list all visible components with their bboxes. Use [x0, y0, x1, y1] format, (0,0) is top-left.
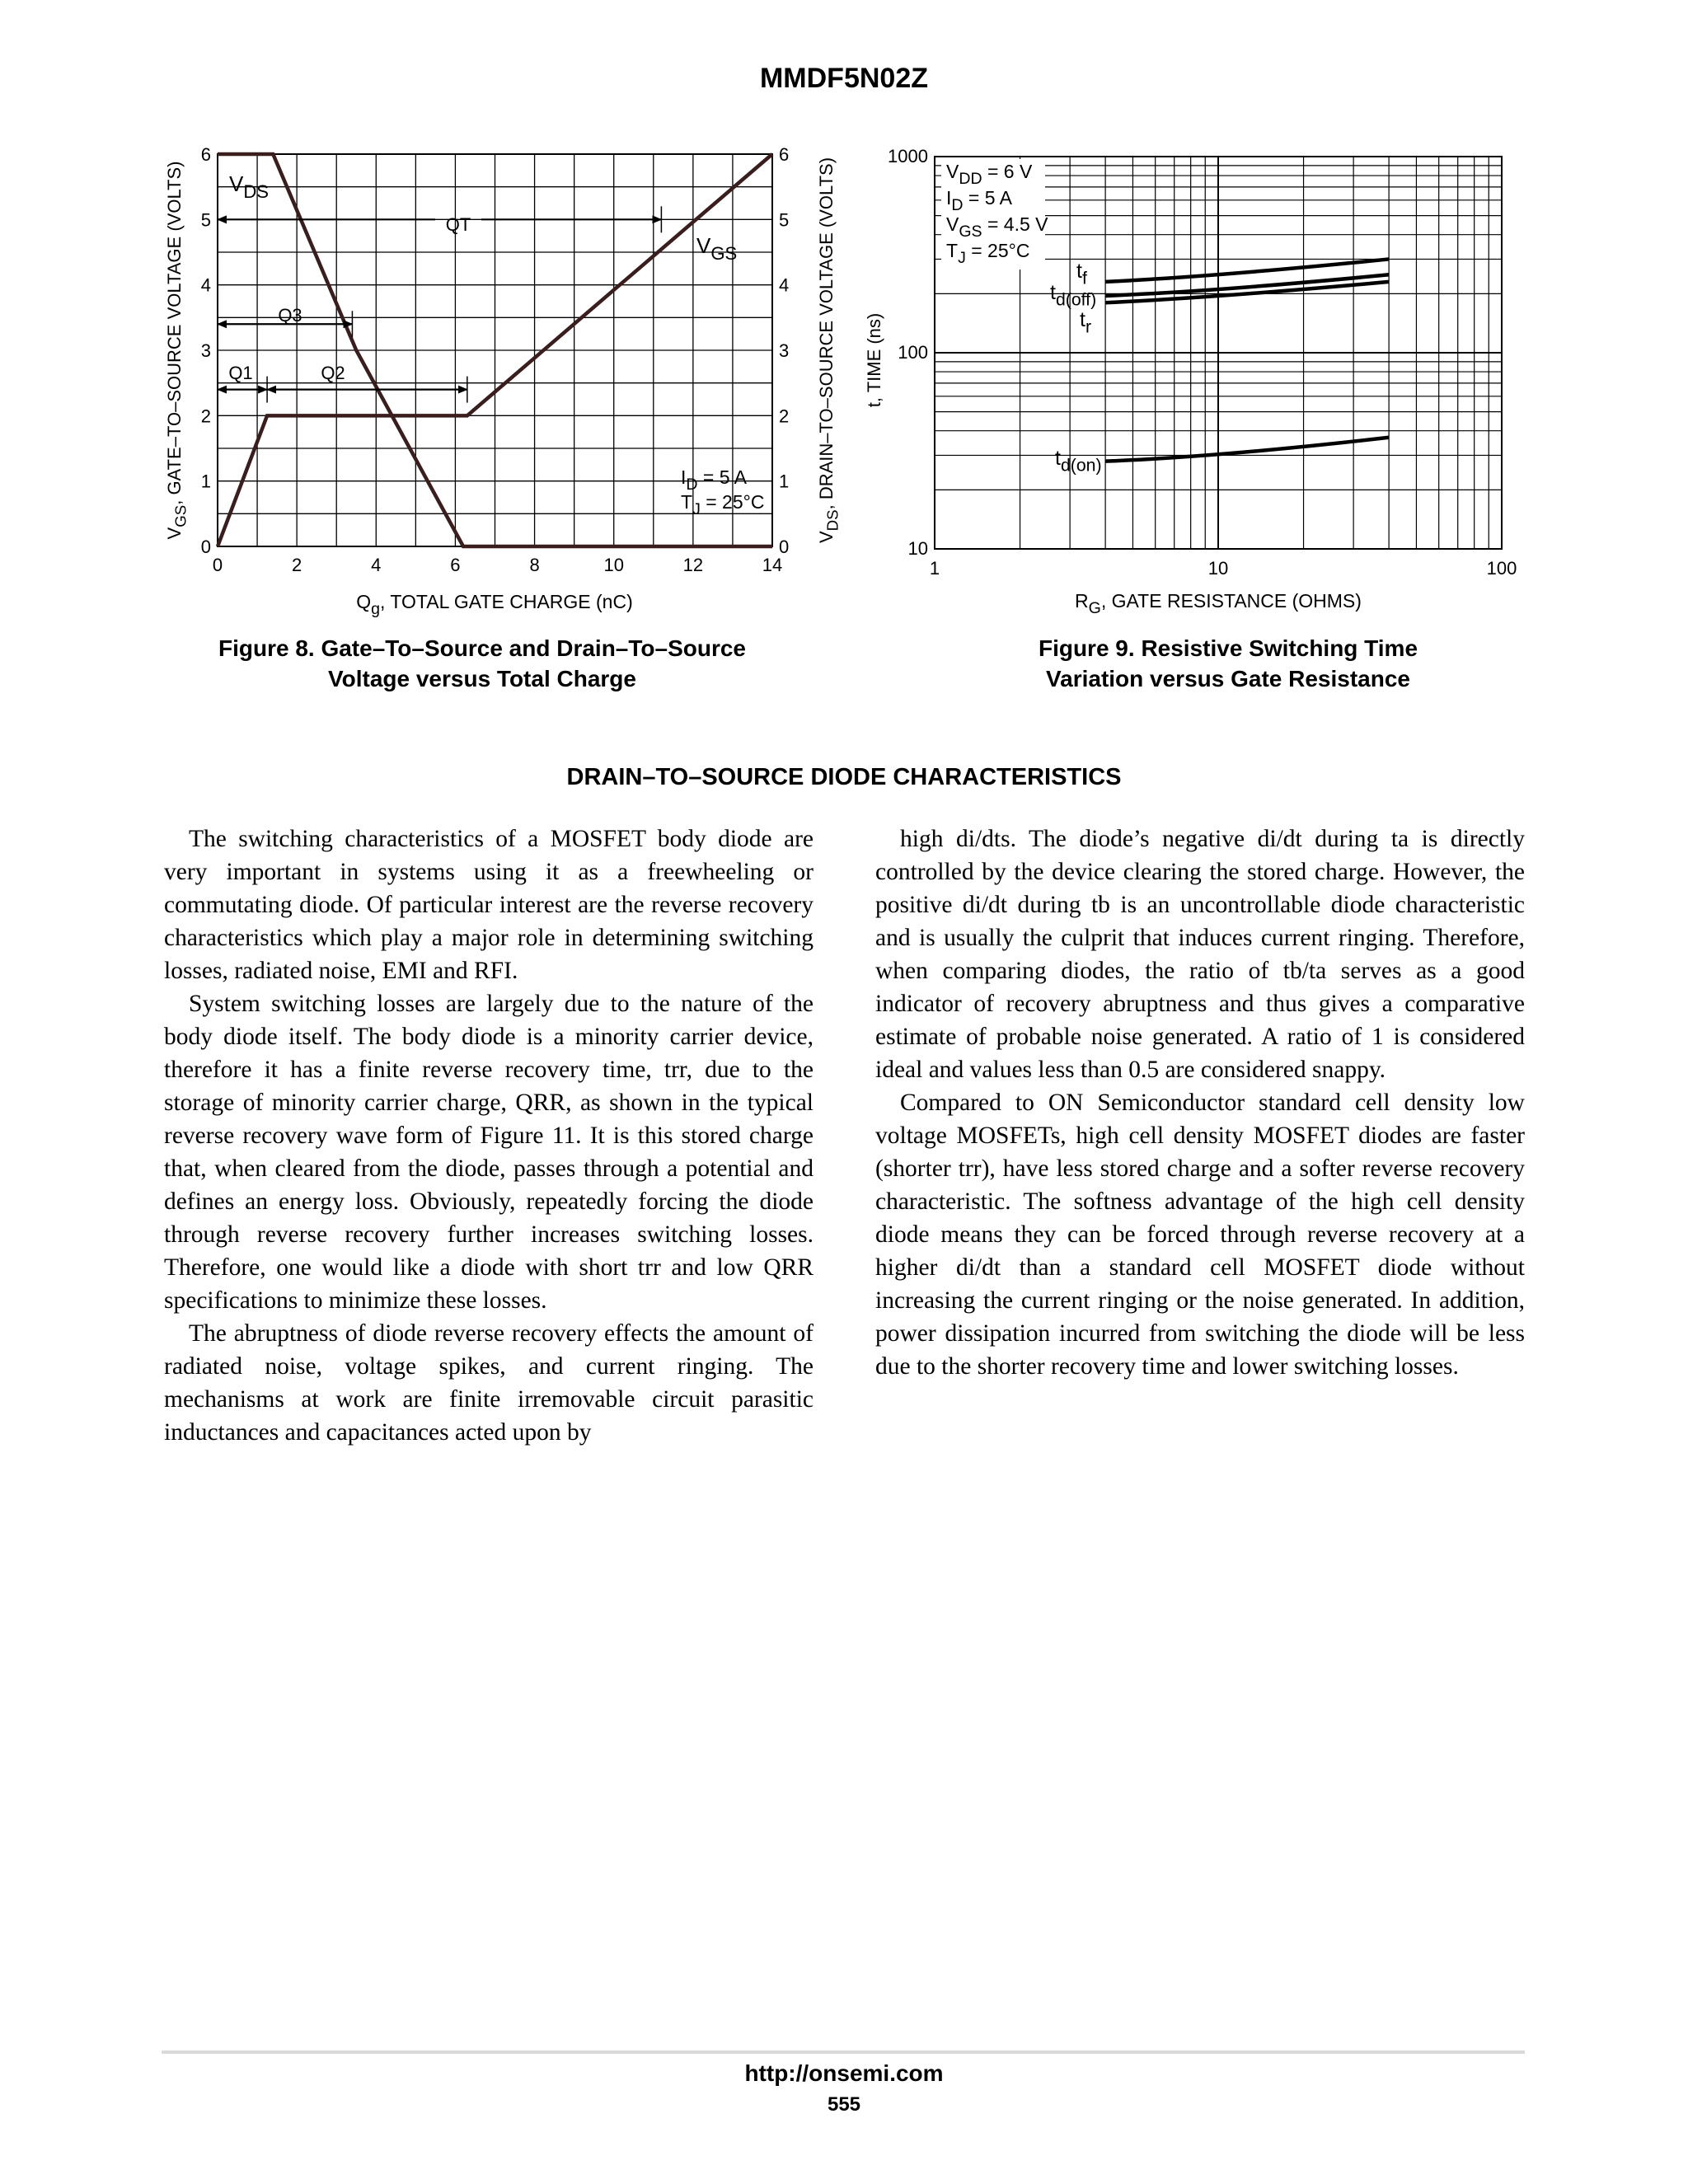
y-tick-label: 10 — [907, 538, 928, 559]
x-tick-label: 10 — [1207, 558, 1229, 579]
x-tick-label: 10 — [603, 555, 624, 575]
figure-9-switching-time-chart — [857, 140, 1533, 626]
q1-dimension-label: Q1 — [228, 363, 253, 383]
y-tick-label-left: 1 — [200, 471, 211, 492]
y-tick-label-left: 0 — [200, 537, 211, 557]
x-tick-label: 100 — [1486, 558, 1517, 579]
figure-8-caption-line1: Figure 8. Gate–To–Source and Drain–To–Source — [218, 635, 747, 661]
left-paragraph-2: System switching losses are largely due to the nature of the body diode itself. The body diode is a minority carrier device, therefore it has a finite reverse recovery time, trr, due to the storage of minority carrier charge, QRR, as shown in the typical reverse recovery wave form of Figure 11. It is this stored charge that, when cleared from the diode, passes through a potential and defines an energy loss. Obviously, repeatedly forcing the diode through reverse recovery further increases switching losses. Therefore, one would like a diode with short trr and low QRR specifications to minimize these losses. — [164, 991, 814, 1314]
y-tick-label-right: 0 — [779, 537, 790, 557]
y-axis-title — [864, 313, 884, 408]
y-tick-label-right: 1 — [779, 471, 790, 492]
y-axis-title-left — [164, 162, 190, 540]
y-tick-label-left: 5 — [200, 209, 211, 231]
y-axis-title-text: t, TIME (ns) — [864, 312, 884, 408]
condition-id: $I_D = 5$ A — [946, 187, 1012, 214]
y-tick-label-right: 3 — [779, 340, 790, 361]
x-tick-label: 0 — [212, 555, 223, 575]
condition-vgs: $V_{GS} = 4.5$ V — [946, 213, 1048, 241]
q3-dimension-label: Q3 — [278, 305, 302, 326]
y-tick-label-right: 5 — [779, 209, 790, 231]
y2-axis-title-text: $V_{DS}$, DRAIN–TO–SOURCE VOLTAGE (VOLTS) — [816, 157, 842, 544]
figure-9-caption-line1: Figure 9. Resistive Switching Time — [1038, 635, 1418, 661]
tdon-series-label: $t_{d(on)}$ — [1055, 447, 1102, 476]
y-tick-label-left: 4 — [200, 274, 211, 296]
section-heading: DRAIN–TO–SOURCE DIODE CHARACTERISTICS — [566, 764, 1122, 790]
tf-series-label: $t_f$ — [1076, 260, 1087, 288]
vgs-series-label: VGS — [696, 233, 738, 264]
condition-tj: $T_J = 25^\circ C$ — [946, 240, 1030, 267]
right-column-text — [875, 823, 1525, 1383]
x-tick-label: 6 — [450, 555, 461, 575]
page-header-title: MMDF5N02Z — [759, 63, 929, 94]
y-tick-label-left: 2 — [200, 405, 211, 427]
condition-id: $I_D = 5$ A — [681, 466, 747, 494]
y-tick-label-right: 6 — [779, 144, 790, 165]
figure-9-caption-line2: Variation versus Gate Resistance — [1046, 666, 1410, 691]
qt-dimension-label: QT — [445, 214, 471, 235]
left-column-text — [164, 823, 814, 1449]
x-tick-label: 12 — [682, 555, 704, 575]
right-paragraph-2: Compared to ON Semiconductor standard cell density low voltage MOSFETs, high cell density MOSFET diodes are faster (shorter trr), have less stored charge and a softer reverse recovery characteristic. The softness advantage of the high cell density diode means they can be forced through reverse recovery at a higher di/dt than a standard cell MOSFET diode without increasing the current ringing or the noise generated. In addition, power dissipation incurred from switching the diode will be less due to the shorter recovery time and lower switching losses. — [875, 1090, 1525, 1380]
y-tick-label: 1000 — [888, 146, 928, 166]
y-axis-title-right — [816, 157, 842, 543]
tdoff-series-label: $t_{d(off)}$ — [1050, 281, 1097, 310]
x-axis-title: $Q_g$, TOTAL GATE CHARGE (nC) — [356, 591, 633, 618]
y-tick-label-left: 6 — [200, 144, 211, 165]
page-number: 555 — [827, 2093, 861, 2116]
x-tick-label: 1 — [929, 558, 940, 579]
y-tick-label-right: 4 — [779, 274, 790, 296]
x-tick-label: 2 — [292, 555, 302, 575]
tr-series-label: $t_r$ — [1080, 308, 1092, 337]
x-tick-label: 8 — [529, 555, 540, 575]
x-tick-label: 14 — [762, 555, 783, 575]
figure-9-caption — [956, 633, 1500, 694]
right-paragraph-1: high di/dts. The diode’s negative di/dt during ta is directly controlled by the device clearing the stored charge. However, the positive di/dt during tb is an uncontrollable diode characteristic and is usually the culprit that induces current ringing. Therefore, when comparing diodes, the ratio of tb/ta serves as a good indicator of recovery abruptness and thus gives a comparative estimate of probable noise generated. A ratio of 1 is considered ideal and values less than 0.5 are considered snappy. — [875, 826, 1525, 1083]
vds-series-label: VDS — [229, 171, 270, 202]
footer-divider — [162, 2050, 1525, 2054]
left-paragraph-1: The switching characteristics of a MOSFET body diode are very important in systems using it as a freewheeling or commutating diode. Of particular interest are the reverse recovery characteristics which play a major role in determining switching losses, radiated noise, EMI and RFI. — [164, 826, 814, 984]
condition-vdd: $V_{DD} = 6$ V — [946, 161, 1033, 188]
y-tick-label: 100 — [898, 342, 928, 363]
y-axis-title-text: $V_{GS}$, GATE–TO–SOURCE VOLTAGE (VOLTS) — [164, 161, 190, 540]
figure-8-caption-line2: Voltage versus Total Charge — [328, 666, 636, 691]
x-axis-title: $R_G$, GATE RESISTANCE (OHMS) — [1075, 590, 1362, 617]
series-curve-tdon — [1105, 438, 1389, 462]
y-tick-label-left: 3 — [200, 340, 211, 361]
figure-8-caption — [157, 633, 808, 694]
q2-dimension-label: Q2 — [321, 363, 345, 383]
left-paragraph-3: The abruptness of diode reverse recovery effects the amount of radiated noise, voltage spikes, and current ringing. The mechanisms at work are finite irremovable circuit parasitic inductances and capacitances acted upon by — [164, 1320, 814, 1446]
y-tick-label-right: 2 — [779, 405, 790, 427]
condition-tj: $T_J = 25^\circ C$ — [681, 491, 765, 518]
footer-url: http://onsemi.com — [744, 2060, 944, 2086]
x-tick-label: 4 — [371, 555, 382, 575]
figure-8-gate-charge-chart — [157, 140, 842, 626]
